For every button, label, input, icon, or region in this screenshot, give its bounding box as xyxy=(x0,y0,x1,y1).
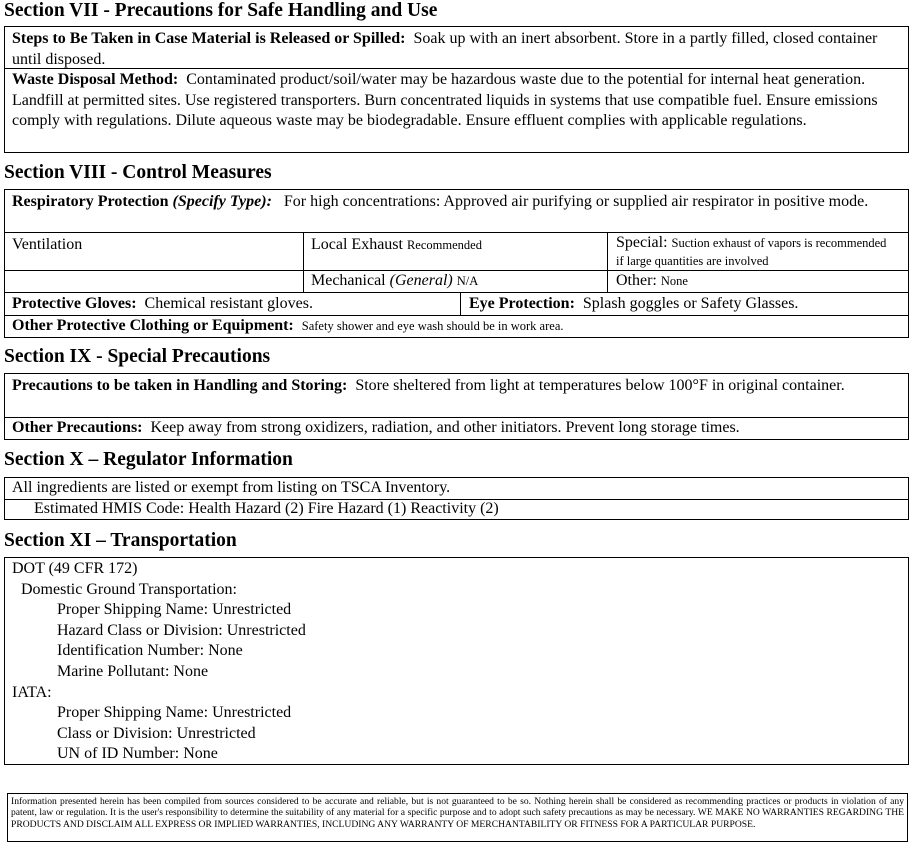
section-11-box xyxy=(4,557,909,765)
handling-label: Precautions to be taken in Handling and Storing: xyxy=(12,377,348,394)
mechanical-general: (General) xyxy=(389,272,453,289)
domestic-line: Domestic Ground Transportation: xyxy=(21,581,237,598)
hmis-line: Estimated HMIS Code: Health Hazard (2) Fire Hazard (1) Reactivity (2) xyxy=(34,500,499,517)
mechanical-row xyxy=(5,270,908,292)
iata-line: IATA: xyxy=(12,684,52,701)
eye-label: Eye Protection: xyxy=(469,295,575,312)
other-label: Other: xyxy=(616,272,657,289)
other-precautions-label: Other Precautions: xyxy=(12,419,143,436)
waste-label: Waste Disposal Method: xyxy=(12,71,179,88)
ground-identification-number: Identification Number: None xyxy=(57,642,243,659)
section-11-title: Section XI – Transportation xyxy=(4,530,237,551)
section-9-title: Section IX - Special Precautions xyxy=(4,346,271,367)
ground-hazard-class: Hazard Class or Division: Unrestricted xyxy=(57,622,306,639)
spill-row xyxy=(5,27,908,68)
ground-marine-pollutant: Marine Pollutant: None xyxy=(57,663,209,680)
other-value: None xyxy=(660,274,688,288)
local-exhaust-value: Recommended xyxy=(406,238,482,252)
section-8-box xyxy=(4,189,909,338)
section-9-box xyxy=(4,373,909,440)
handling-row xyxy=(5,374,908,417)
disclaimer: Information presented herein has been compiled from sources considered to be accurate and reliable, but is not guaranteed to be so. Nothing herein shall be considered as recommending practices or products in violation of any patent, law or regulation. It is the user's responsibility to determine the suitability of any material for a specific purpose and to adopt such safety precautions as may be necessary. WE MAKE NO WARRANTIES REGARDING THE PRODUCTS AND DISCLAIM ALL EXPRESS OR IMPLIED WARRANTIES, INCLUDING ANY WARRANTY OF MERCHANTABILITY OR FITNESS FOR A PARTICULAR PURPOSE. xyxy=(7,793,908,842)
section-8-title: Section VIII - Control Measures xyxy=(4,162,272,183)
local-exhaust-label: Local Exhaust xyxy=(311,236,403,253)
spill-label: Steps to Be Taken in Case Material is Released or Spilled: xyxy=(12,30,406,47)
special-value: Suction exhaust of vapors is recommended if large quantities are involved xyxy=(616,236,887,268)
gloves-value: Chemical resistant gloves. xyxy=(144,295,313,312)
spill-text: Soak up with an inert absorbent. Store in a partly filled, closed container until disposed. xyxy=(12,30,878,68)
mechanical-label: Mechanical xyxy=(311,272,386,289)
dot-line: DOT (49 CFR 172) xyxy=(12,560,138,577)
section-10-box xyxy=(4,477,909,520)
ventilation-label: Ventilation xyxy=(12,236,83,253)
respiratory-specify: (Specify Type): xyxy=(172,193,272,210)
respiratory-label: Respiratory Protection xyxy=(12,193,169,210)
mechanical-value: N/A xyxy=(456,274,479,288)
iata-class: Class or Division: Unrestricted xyxy=(57,725,256,742)
iata-un-number: UN of ID Number: None xyxy=(57,745,218,762)
tsca-line: All ingredients are listed or exempt from listing on TSCA Inventory. xyxy=(12,479,451,496)
clothing-value: Safety shower and eye wash should be in work area. xyxy=(301,319,564,333)
section-7-box xyxy=(4,26,909,153)
iata-shipping-name: Proper Shipping Name: Unrestricted xyxy=(57,704,292,721)
ground-shipping-name: Proper Shipping Name: Unrestricted xyxy=(57,601,292,618)
gloves-label: Protective Gloves: xyxy=(12,295,137,312)
handling-text: Store sheltered from light at temperatures below 100°F in original container. xyxy=(355,377,845,394)
clothing-label: Other Protective Clothing or Equipment: xyxy=(12,317,294,334)
other-precautions-text: Keep away from strong oxidizers, radiation, and other initiators. Prevent long storage times. xyxy=(150,419,740,436)
section-10-title: Section X – Regulator Information xyxy=(4,449,293,470)
waste-text: Contaminated product/soil/water may be hazardous waste due to the potential for internal heat generation. Landfill at permitted sites. Use registered transporters. Burn concentrated liquids in systems that use compatible fuel. Ensure emissions comply with regulations. Dilute aqueous waste may be biodegradable. Ensure effluent complies with applicable regulations. xyxy=(12,71,878,129)
special-label: Special: xyxy=(616,234,668,251)
respiratory-row xyxy=(5,190,908,232)
waste-row xyxy=(5,68,908,152)
other-precautions-row xyxy=(5,417,908,439)
ventilation-row xyxy=(5,232,908,270)
section-7-title: Section VII - Precautions for Safe Handling and Use xyxy=(4,0,438,21)
respiratory-text: For high concentrations: Approved air purifying or supplied air respirator in positive mode. xyxy=(283,193,869,210)
clothing-row xyxy=(5,315,908,337)
eye-value: Splash goggles or Safety Glasses. xyxy=(582,295,799,312)
gloves-eye-row xyxy=(5,292,908,315)
